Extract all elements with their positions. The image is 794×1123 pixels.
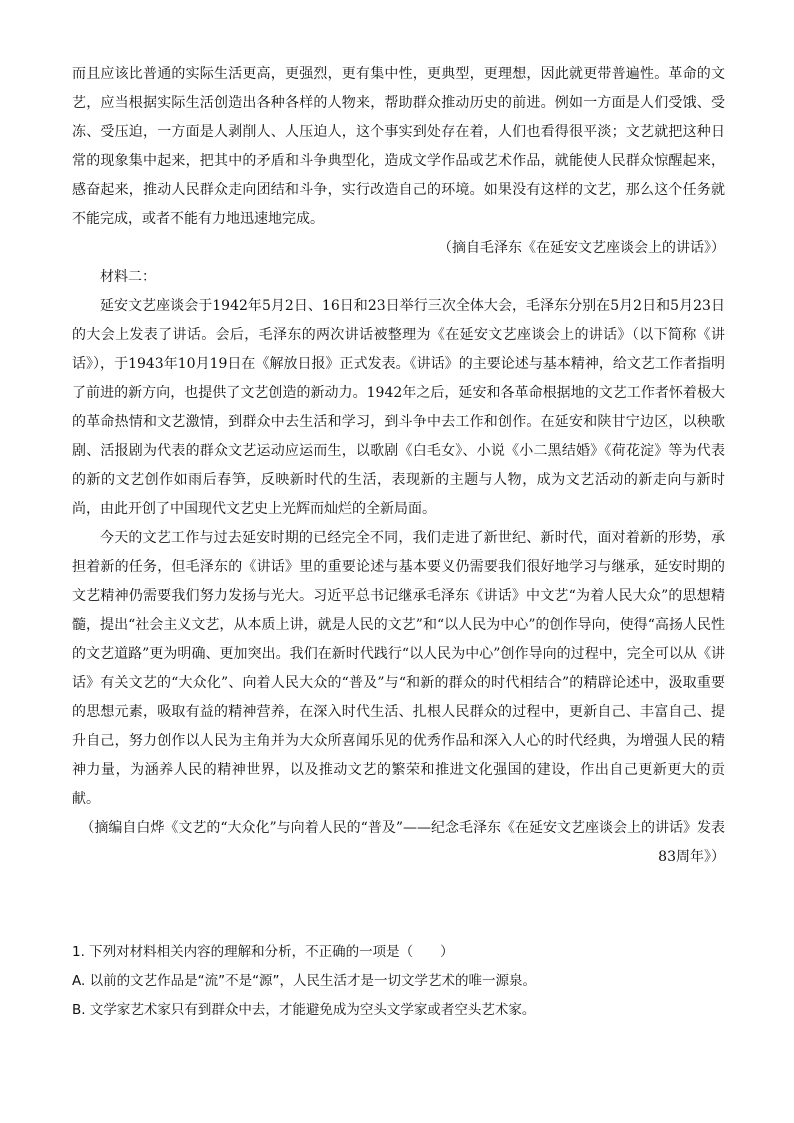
source-citation-1: （摘自毛泽东《在延安文艺座谈会上的讲话》） xyxy=(438,240,725,256)
option-a: A. 以前的文艺作品是“流”不是“源”，人民生活才是一切文学艺术的唯一源泉。 xyxy=(72,973,537,989)
option-b: B. 文学家艺术家只有到群众中去，才能避免成为空头文学家或者空头艺术家。 xyxy=(72,1002,536,1018)
passage-block xyxy=(72,60,725,872)
material-two-label: 材料二： xyxy=(100,269,156,285)
passage-paragraph-2: 延安文艺座谈会于1942年5月2日、16日和23日举行三次全体大会，毛泽东分别在5月2日和5月23日的大会上发表了讲话。会后，毛泽东的两次讲话被整理为《在延安文艺座谈会上的讲话》（以下简称《讲话》），于1943年10月19日在《解放日报》正式发表。《讲话》的主要论述与基本精神，给文艺工作者指明了前进的新方向，也提供了文艺创造的新动力。1942年之后，延安和各革命根据地的文艺工作者怀着极大的革命热情和文艺激情，到群众中去生活和学习，到斗争中去工作和创作。在延安和陕甘宁边区，以秧歌剧、活报剧为代表的群众文艺运动应运而生，以歌剧《白毛女》、小说《小二黑结婚》《荷花淀》等为代表的新的文艺创作如雨后春笋，反映新时代的生活，表现新的主题与人物，成为文艺活动的新走向与新时尚，由此开创了中国现代文艺史上光辉而灿烂的全新局面。 xyxy=(72,298,725,517)
passage-paragraph-1: 而且应该比普通的实际生活更高，更强烈，更有集中性，更典型，更理想，因此就更带普遍性。革命的文艺，应当根据实际生活创造出各种各样的人物来，帮助群众推动历史的前进。例如一方面是人们受饿、受冻、受压迫，一方面是人剥削人、人压迫人，这个事实到处存在着，人们也看得很平淡；文艺就把这种日常的现象集中起来，把其中的矛盾和斗争典型化，造成文学作品或艺术作品，就能使人民群众惊醒起来，感奋起来，推动人民群众走向团结和斗争，实行改造自己的环境。如果没有这样的文艺，那么这个任务就不能完成，或者不能有力地迅速地完成。 xyxy=(72,66,725,227)
question-stem: 1. 下列对材料相关内容的理解和分析，不正确的一项是（ ） xyxy=(72,944,454,960)
source-citation-2: （摘编自白烨《文艺的“大众化”与向着人民的“普及”——纪念毛泽东《在延安文艺座谈会上的讲话》发表83周年》） xyxy=(80,820,725,865)
passage-paragraph-3: 今天的文艺工作与过去延安时期的已经完全不同，我们走进了新世纪、新时代，面对着新的形势，承担着新的任务，但毛泽东的《讲话》里的重要论述与基本要义仍需要我们很好地学习与继承，延安时期的文艺精神仍需要我们努力发扬与光大。习近平总书记继承毛泽东《讲话》中文艺“为着人民大众”的思想精髓，提出“社会主义文艺，从本质上讲，就是人民的文艺”和“以人民为中心”的创作导向，使得“高扬人民性的文艺道路”更为明确、更加突出。我们在新时代践行“以人民为中心”创作导向的过程中，完全可以从《讲话》有关文艺的“大众化”、向着人民大众的“普及”与“和新的群众的时代相结合”的精辟论述中，汲取重要的思想元素，吸取有益的精神营养，在深入时代生活、扎根人民群众的过程中，更新自己、丰富自己、提升自己，努力创作以人民为主角并为大众所喜闻乐见的优秀作品和深入人心的时代经典，为增强人民的精神力量，为涵养人民的精神世界，以及推动文艺的繁荣和推进文化强国的建设，作出自己更新更大的贡献。 xyxy=(72,530,725,807)
question-block xyxy=(72,938,725,1025)
